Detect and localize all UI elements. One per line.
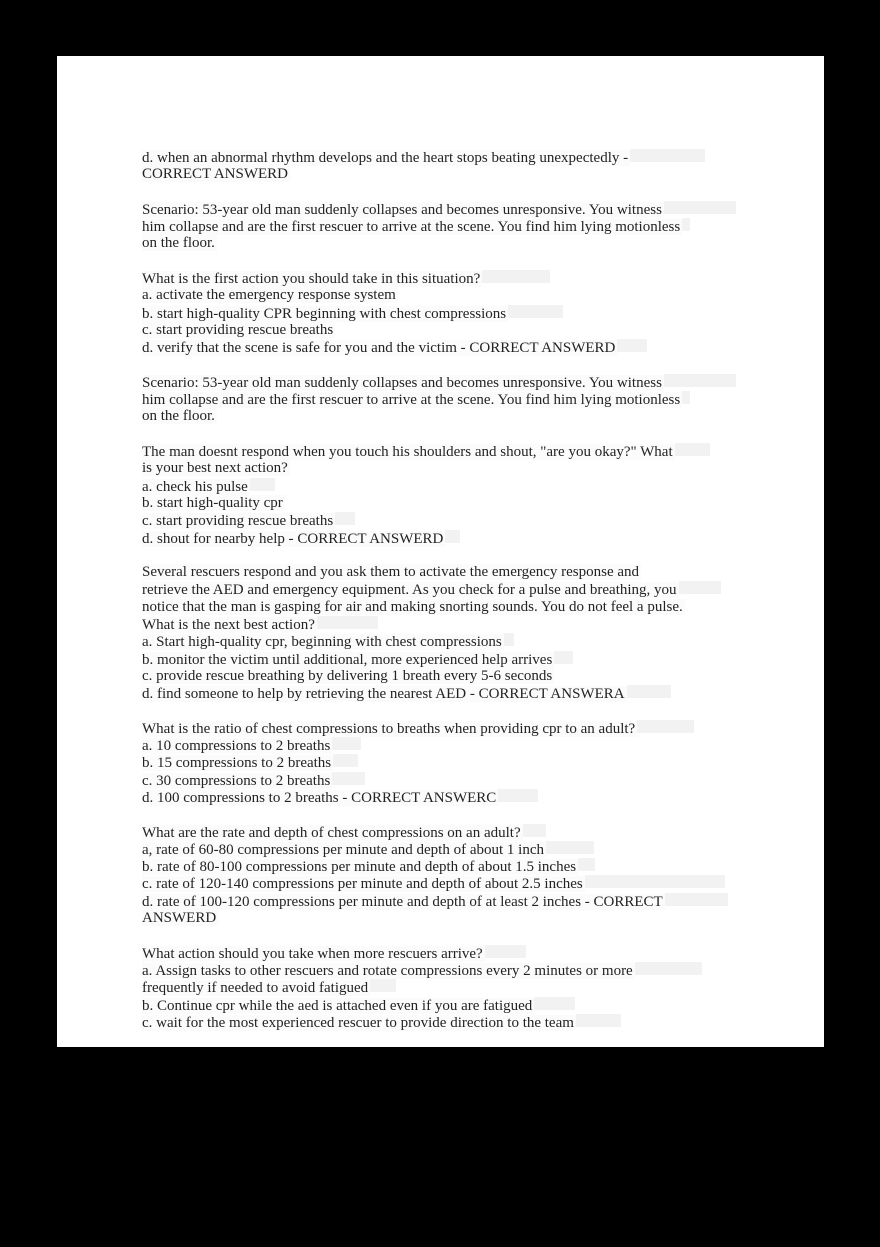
highlight-trail	[482, 270, 550, 283]
text-line-content: d. verify that the scene is safe for you and the victim - CORRECT ANSWERD	[142, 340, 616, 357]
text-line	[142, 530, 794, 547]
text-line	[142, 322, 794, 339]
text-line	[142, 737, 794, 754]
answer-fragment	[142, 149, 794, 184]
highlight-trail	[578, 858, 595, 871]
text-line	[142, 443, 794, 460]
text-line	[142, 478, 794, 495]
text-line	[142, 962, 794, 979]
text-line-content: c. 30 compressions to 2 breaths	[142, 772, 331, 789]
highlight-trail	[332, 772, 365, 785]
highlight-trail	[485, 945, 526, 958]
highlight-trail	[332, 737, 361, 750]
text-line	[142, 201, 794, 218]
text-line-content: b. rate of 80-100 compressions per minute and depth of about 1.5 inches	[142, 859, 577, 876]
text-line	[142, 789, 794, 806]
highlight-trail	[617, 339, 647, 352]
text-line-content: d. find someone to help by retrieving the nearest AED - CORRECT ANSWERA	[142, 686, 625, 703]
highlight-trail	[682, 218, 690, 231]
text-line-content: ANSWERD	[142, 910, 217, 927]
text-line	[142, 581, 794, 598]
text-line-content: notice that the man is gasping for air and making snorting sounds. You do not feel a pulse.	[142, 598, 683, 615]
text-line-content: c. wait for the most experienced rescuer to provide direction to the team	[142, 1014, 574, 1031]
highlight-trail	[317, 616, 378, 629]
question-paragraph	[142, 443, 794, 547]
text-line-content: b. monitor the victim until additional, more experienced help arrives	[142, 651, 553, 668]
text-line-content: d. 100 compressions to 2 breaths - CORRECT ANSWERC	[142, 789, 497, 806]
highlight-trail	[576, 1014, 621, 1027]
text-line-content: What is the ratio of chest compressions to breaths when providing cpr to an adult?	[142, 720, 636, 737]
question-paragraph	[142, 945, 794, 1031]
text-line	[142, 651, 794, 668]
text-line	[142, 875, 794, 892]
text-line-content: d. rate of 100-120 compressions per minute and depth of at least 2 inches - CORRECT	[142, 893, 663, 910]
text-line-content: Several rescuers respond and you ask them to activate the emergency response and	[142, 564, 640, 581]
highlight-trail	[675, 443, 710, 456]
question-paragraph	[142, 564, 794, 702]
text-line	[142, 564, 794, 581]
highlight-trail	[445, 530, 460, 543]
text-line-content: a, rate of 60-80 compressions per minute and depth of about 1 inch	[142, 841, 544, 858]
text-line-content: c. provide rescue breathing by delivering 1 breath every 5-6 seconds	[142, 667, 553, 684]
text-line-content: Scenario: 53-year old man suddenly collapses and becomes unresponsive. You witness	[142, 374, 662, 391]
highlight-trail	[635, 962, 702, 975]
text-line	[142, 599, 794, 616]
text-line-content: What is the first action you should take in this situation?	[142, 271, 481, 288]
highlight-trail	[585, 875, 725, 888]
text-line	[142, 166, 794, 183]
highlight-trail	[664, 201, 736, 214]
text-line-content: him collapse and are the first rescuer to arrive at the scene. You find him lying motionless	[142, 219, 681, 236]
text-line-content: on the floor.	[142, 408, 215, 425]
text-line	[142, 374, 794, 391]
text-line-content: d. when an abnormal rhythm develops and the heart stops beating unexpectedly -	[142, 150, 629, 166]
text-line	[142, 616, 794, 633]
highlight-trail	[682, 391, 690, 404]
text-line-content: c. rate of 120-140 compressions per minute and depth of about 2.5 inches	[142, 876, 583, 893]
text-line-content: a. 10 compressions to 2 breaths	[142, 738, 331, 755]
text-line	[142, 1014, 794, 1031]
highlight-trail	[504, 633, 514, 646]
text-line-content: is your best next action?	[142, 460, 288, 477]
text-line-content: retrieve the AED and emergency equipment. As you check for a pulse and breathing, you	[142, 582, 677, 599]
highlight-trail	[335, 512, 355, 525]
scenario-paragraph	[142, 374, 794, 426]
text-line-content: frequently if needed to avoid fatigued	[142, 980, 369, 997]
text-line	[142, 824, 794, 841]
text-line	[142, 495, 794, 512]
text-line-content: on the floor.	[142, 235, 215, 252]
text-line	[142, 305, 794, 322]
text-line	[142, 841, 794, 858]
highlight-trail	[508, 305, 563, 318]
text-line	[142, 893, 794, 910]
text-line	[142, 772, 794, 789]
text-line-content: c. start providing rescue breaths	[142, 513, 334, 530]
highlight-trail	[523, 824, 546, 837]
text-line	[142, 910, 794, 927]
highlight-trail	[630, 149, 705, 162]
text-line	[142, 460, 794, 477]
question-paragraph	[142, 720, 794, 806]
text-line-content: d. shout for nearby help - CORRECT ANSWERD	[142, 530, 444, 547]
highlight-trail	[664, 374, 736, 387]
text-line-content: c. start providing rescue breaths	[142, 321, 334, 338]
text-line	[142, 979, 794, 996]
text-line	[142, 235, 794, 252]
highlight-trail	[665, 893, 728, 906]
text-line	[142, 408, 794, 425]
highlight-trail	[627, 685, 671, 698]
text-line	[142, 218, 794, 235]
text-line	[142, 754, 794, 771]
text-line	[142, 149, 794, 166]
text-line-content: The man doesnt respond when you touch his shoulders and shout, "are you okay?" What	[142, 444, 673, 461]
text-line-content: b. 15 compressions to 2 breaths	[142, 755, 332, 772]
highlight-trail	[498, 789, 538, 802]
text-line-content: a. Assign tasks to other rescuers and rotate compressions every 2 minutes or more	[142, 962, 633, 979]
highlight-trail	[546, 841, 594, 854]
text-line	[142, 391, 794, 408]
text-line-content: him collapse and are the first rescuer to arrive at the scene. You find him lying motionless	[142, 392, 681, 409]
text-line-content: What is the next best action?	[142, 617, 315, 634]
text-line-content: What are the rate and depth of chest compressions on an adult?	[142, 824, 521, 841]
text-line	[142, 720, 794, 737]
text-line-content: b. start high-quality CPR beginning with chest compressions	[142, 305, 507, 322]
text-line	[142, 287, 794, 304]
highlight-trail	[370, 979, 396, 992]
highlight-trail	[250, 478, 275, 491]
highlight-trail	[637, 720, 694, 733]
highlight-trail	[554, 651, 573, 664]
text-line	[142, 997, 794, 1014]
text-line	[142, 858, 794, 875]
text-line-content: What action should you take when more rescuers arrive?	[142, 945, 483, 962]
text-line-content: Scenario: 53-year old man suddenly collapses and becomes unresponsive. You witness	[142, 201, 662, 218]
text-line-content: a. check his pulse	[142, 478, 248, 495]
text-line	[142, 339, 794, 356]
text-line-content: b. start high-quality cpr	[142, 494, 283, 511]
text-line	[142, 270, 794, 287]
text-line	[142, 668, 794, 685]
text-line	[142, 633, 794, 650]
text-line	[142, 685, 794, 702]
text-line	[142, 945, 794, 962]
question-paragraph	[142, 824, 794, 928]
text-line-content: CORRECT ANSWERD	[142, 166, 288, 183]
question-paragraph	[142, 270, 794, 356]
document-text	[142, 149, 794, 1031]
scenario-paragraph	[142, 201, 794, 253]
highlight-trail	[679, 581, 721, 594]
text-line-content: a. Start high-quality cpr, beginning with chest compressions	[142, 634, 502, 651]
text-line	[142, 512, 794, 529]
document-page	[57, 56, 824, 1047]
text-line-content: b. Continue cpr while the aed is attached even if you are fatigued	[142, 997, 533, 1014]
highlight-trail	[534, 997, 575, 1010]
text-line-content: a. activate the emergency response system	[142, 287, 396, 304]
highlight-trail	[333, 754, 358, 767]
